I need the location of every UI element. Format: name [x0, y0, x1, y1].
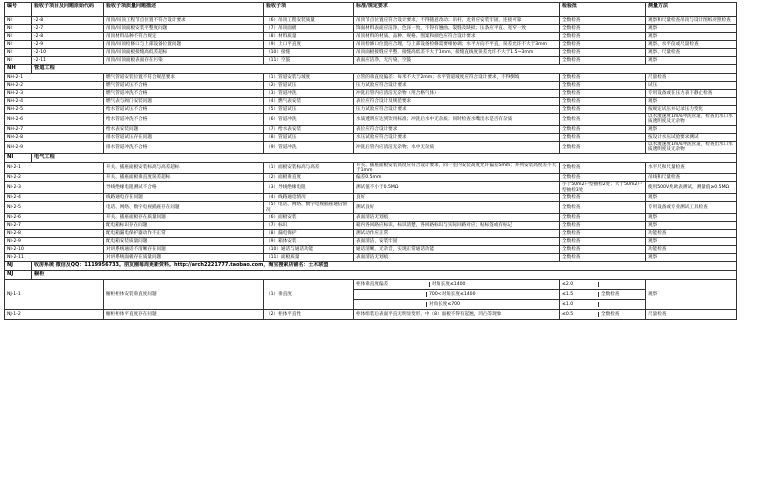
method-cell: 尺量检查 [646, 74, 737, 82]
item-cell: （7）吊顶面板 [264, 25, 354, 33]
method-cell: 水平尺和尺量检查 [646, 162, 737, 174]
issue-cell: 吊顶/吊顶面板安装平整度问题 [104, 25, 264, 33]
standard-cell: 表面清洁无划痕 [354, 254, 560, 262]
batch-cell: 全数检查 [560, 222, 646, 230]
table-row [5, 114, 737, 126]
header-cell: 标准/规定要求 [354, 3, 560, 17]
tier-value: ≤2.0 [560, 282, 599, 287]
tier-value: ≤1.5 [560, 292, 599, 297]
row-subcode: -2-8 [32, 33, 104, 41]
method-cell: 试压 [646, 82, 737, 90]
batch-cell: 全数检查 [560, 246, 646, 254]
section-title: 管道工程 [32, 65, 737, 74]
issue-cell: 燃气管道安装位置不符合规范要求 [104, 74, 264, 82]
standard-cell: 吊顶节点位置应符合设计要求，不得随意改动；吊杆、龙骨应安装牢固，连接可靠 [354, 17, 560, 25]
issue-cell: 导线绝缘电阻测试不合格 [104, 182, 264, 194]
batch-cell: 小于50m2户型抽检2处；大于50m2户型抽检3处 [560, 182, 646, 194]
tier-condition: 700<对角长度≤1400 [429, 291, 476, 297]
item-cell: （10）接缝 [264, 49, 354, 57]
standard-cell: 表位应符合设计及规范要求 [354, 98, 560, 106]
standard-cell: 吊顶检修口位置应合理，与上部设备检修需要相协调；水平方向不平直，误差允许不大于3mm [354, 41, 560, 49]
section-row [5, 65, 737, 74]
item-cell: （5）管道试压 [264, 106, 354, 114]
issue-cell: 燃气管道试压不合格 [104, 82, 264, 90]
batch-cell: 全数检查 [560, 125, 646, 133]
batch-cell: 全数检查 [560, 57, 646, 65]
table-row [5, 280, 737, 290]
item-cell: （2）面板垂直度 [264, 174, 354, 182]
item-cell: （9）箱体安装 [264, 238, 354, 246]
issue-cell: 给水管道冲洗不合格 [104, 114, 264, 126]
standard-cell: 表位应符合设计要求 [354, 125, 560, 133]
row-code: NI-2-4 [5, 194, 104, 202]
batch-cell: 全数检查 [560, 106, 646, 114]
batch-cell: 全数检查 [601, 311, 620, 317]
method-cell: 观察、水平仪或尺量检查 [646, 41, 737, 49]
item-cell: （9）上口平直度 [264, 41, 354, 49]
promo-code: NJ [5, 262, 32, 271]
batch-cell: 全数检查 [560, 174, 646, 182]
table-row [5, 202, 737, 214]
row-code: NH-2-1 [5, 74, 104, 82]
table-row [5, 49, 737, 57]
method-cell: 功能检查 [646, 246, 737, 254]
standard-cell: 表面应洁净，无污染、空鼓 [354, 57, 560, 65]
item-cell: （10）通话与通话功能 [264, 246, 354, 254]
table-row [5, 254, 737, 262]
batch-cell: 全数检查 [560, 162, 646, 174]
row-code: NI [5, 33, 32, 41]
method-cell: 观察 [646, 33, 737, 41]
issue-cell: 给水表安装问题 [104, 125, 264, 133]
item-cell: （7）给水表安装 [264, 125, 354, 133]
row-code: NI-2-10 [5, 246, 104, 254]
row-code: NI-2-3 [5, 182, 104, 194]
batch-cell: 全数检查 [560, 98, 646, 106]
tier-value-batch [560, 300, 646, 310]
tier-cell [354, 300, 560, 310]
acceptance-spreadsheet [0, 2, 760, 320]
standard-cell: 表面清洁，安装牢固 [354, 238, 560, 246]
standard-cell: 箱内各回路应标识，标识清楚，各回路标识与实际回路对应；贴标签或有标记 [354, 222, 560, 230]
table-row [5, 238, 737, 246]
standard-cell: 压力试验应符合设计要求 [354, 82, 560, 90]
standard-cell: 压力试验应符合设计要求 [354, 106, 560, 114]
header-row [5, 3, 737, 17]
method-cell: 观察 [646, 238, 737, 246]
method-cell: 观察 [646, 214, 737, 222]
row-code: NH-2-3 [5, 90, 104, 98]
table-row [5, 246, 737, 254]
standard-label: 柜体垂直度偏差 [354, 282, 430, 287]
standard-cell: 测试动作应正常 [354, 230, 560, 238]
table-row [5, 74, 737, 82]
method-cell: 专用设备或专业测试工具检查 [646, 202, 737, 214]
acceptance-table [4, 2, 737, 320]
standard-label-empty [354, 302, 427, 307]
item-cell: （6）吊顶工程安装质量 [264, 17, 354, 25]
item-cell: （1）面板安装标高与高差 [264, 162, 354, 174]
row-code: NI-2-2 [5, 174, 104, 182]
method-cell: 尺量检查 [646, 310, 737, 320]
method-cell: 观察 [646, 57, 737, 65]
table-row [5, 57, 737, 65]
item-cell: （8）材料质量 [264, 33, 354, 41]
section-row [5, 153, 737, 162]
method-cell: 按规定试压并记录压力变化 [646, 106, 737, 114]
table-row [5, 222, 737, 230]
tier-cell [354, 290, 560, 300]
row-code: NI-2-1 [5, 162, 104, 174]
issue-cell: 吊顶/吊顶面板表面存在污染 [104, 57, 264, 65]
table-row [5, 214, 737, 222]
batch-cell: 全数检查 [560, 202, 646, 214]
batch-cell: 全数检查 [560, 74, 646, 82]
issue-cell: 配电箱标识存在问题 [104, 222, 264, 230]
issue-cell: 配电箱安装质量问题 [104, 238, 264, 246]
issue-cell: 配电箱漏电保护器动作不正常 [104, 230, 264, 238]
table-row [5, 174, 737, 182]
method-cell: 以水流速度1m/s冲洗管道，检查出水口水质透明度及无杂物 [646, 141, 737, 153]
standard-cell: 通话清晰，无杂音，实现正常通话功能 [354, 246, 560, 254]
standard-cell: 开关、插座面板安装高度应符合设计要求，同一室内安装高度允许偏差5mm；并列安装高度差不大于1mm [354, 162, 560, 174]
row-code: NH-2-9 [5, 141, 104, 153]
row-code: NI [5, 49, 32, 57]
tier-value-batch [560, 280, 646, 290]
item-cell: （9）管道冲洗 [264, 141, 354, 153]
batch-cell: 全数检查 [560, 254, 646, 262]
row-code: NI [5, 41, 32, 49]
row-subcode: -2-11 [32, 57, 104, 65]
table-row [5, 33, 737, 41]
table-row [5, 98, 737, 106]
issue-cell: 排水管道试压存在问题 [104, 133, 264, 141]
method-cell: 观察 [646, 25, 737, 33]
section-code: NJ [5, 271, 32, 280]
row-code: NH-2-7 [5, 125, 104, 133]
tier-value-batch [560, 310, 646, 320]
issue-cell: 开关、插座面板安装标高与高差超标 [104, 162, 264, 174]
table-row [5, 90, 737, 98]
item-cell: （11）空鼓 [264, 57, 354, 65]
item-cell: （5）电话、网络、数字电视插座通信情况 [264, 202, 354, 214]
header-cell: 编号 [5, 3, 32, 17]
method-cell: 按设计水压试验要求测试 [646, 133, 737, 141]
method-cell: 以水流速度1m/s冲洗管道，检查出水口水质透明度及无杂物 [646, 114, 737, 126]
row-code: NH-2-4 [5, 98, 104, 106]
method-cell: 观察 [646, 194, 737, 202]
row-code: NH-2-5 [5, 106, 104, 114]
standard-cell: 冲洗后管内应清洁无杂物；水中无杂质 [354, 141, 560, 153]
batch-cell: 全数检查 [560, 194, 646, 202]
promo-text: 收房系统 微信及QQ：1119956733。朋友圈每周更新资料。http://arch2221777.taobao.com，淘宝搜索店铺名：土木联盟 [32, 262, 737, 271]
method-cell: 观察 [646, 125, 737, 133]
issue-cell: 吊顶材料品种不符合规定 [104, 33, 264, 41]
batch-cell: 全数检查 [560, 238, 646, 246]
row-code: NJ-1-1 [5, 280, 104, 310]
standard-cell: 冲洗后管内应清洁无杂物（用合格气体） [354, 90, 560, 98]
table-row [5, 141, 737, 153]
batch-cell: 全数检查 [560, 82, 646, 90]
tier-value: ≤1.0 [560, 302, 599, 307]
method-cell: 观察 [646, 254, 737, 262]
item-cell: （3）导线绝缘电阻 [264, 182, 354, 194]
standard-cell: 饰面材料表面应洁净，色泽一致，不得有翘曲、裂缝及缺损；压条应平直、宽窄一致 [354, 25, 560, 33]
tier-condition: 对角长度≤1400 [431, 281, 466, 287]
table-row [5, 230, 737, 238]
batch-cell: 全数检查 [560, 49, 646, 57]
standard-cell: 立管的垂直度偏差：每米不大于2mm；水平管道坡度应符合设计要求，不得倒坡 [354, 74, 560, 82]
item-cell: （2）柜体平直性 [264, 310, 354, 320]
table-row [5, 194, 737, 202]
item-cell: （6）管道冲洗 [264, 114, 354, 126]
table-row [5, 17, 737, 25]
standard-cell: 柜体组装后表面平直无明显变形，中（8）面板不得有起翘，凹凸等现象 [354, 310, 560, 320]
standard-cell: 表面清洁无划痕 [354, 214, 560, 222]
batch-cell: 全数检查 [601, 291, 620, 297]
table-row [5, 106, 737, 114]
row-subcode: -2-9 [32, 41, 104, 49]
issue-cell: 燃气管道冲洗不合格 [104, 90, 264, 98]
issue-cell: 给水管道试压不合格 [104, 106, 264, 114]
method-cell: 专用设备或在压力表下静止检查 [646, 90, 737, 98]
issue-cell: 对讲系统面板存在质量问题 [104, 254, 264, 262]
issue-cell: 开关、插座面板垂直度误差超标 [104, 174, 264, 182]
issue-cell: 吊顶/吊顶面板接缝高低差超标 [104, 49, 264, 57]
row-code: NI [5, 17, 32, 25]
method-cell: 观察、尺量检查 [646, 49, 737, 57]
header-cell: 验收子项目及问题原始代码 [32, 3, 104, 17]
standard-cell: 水压试验应符合设计要求 [354, 133, 560, 141]
issue-cell: 电话、网络、数字电视插座存在问题 [104, 202, 264, 214]
table-row [5, 82, 737, 90]
table-row [5, 133, 737, 141]
row-subcode: -2-7 [32, 25, 104, 33]
issue-cell: 吊顶/吊顶检修口与上部设备位置问题 [104, 41, 264, 49]
item-cell: （1）垂直度 [264, 280, 354, 310]
batch-cell: 全数检查 [560, 41, 646, 49]
table-row [5, 41, 737, 49]
promo-row [5, 262, 737, 271]
tier-value-batch [560, 290, 646, 300]
method-cell: 观察 [646, 98, 737, 106]
batch-cell: 全数检查 [560, 214, 646, 222]
standard-cell: 偏差0.5mm [354, 174, 560, 182]
row-code: NI-2-9 [5, 238, 104, 246]
row-code: NJ-1-2 [5, 310, 104, 320]
item-cell: （4）燃气表安装 [264, 98, 354, 106]
item-cell: （8）漏电保护 [264, 230, 354, 238]
batch-cell: 全数检查 [560, 25, 646, 33]
issue-cell: 开关、插座面板存在质量问题 [104, 214, 264, 222]
item-cell: （1）管道安装与坡度 [264, 74, 354, 82]
batch-cell: 全数检查 [560, 33, 646, 41]
table-row [5, 182, 737, 194]
item-cell: （4）线路通电情况 [264, 194, 354, 202]
tier-cell [354, 280, 560, 290]
row-code: NI-2-8 [5, 230, 104, 238]
issue-cell: 燃气表与阀门安装问题 [104, 98, 264, 106]
section-code: NH [5, 65, 32, 74]
row-code: NI [5, 57, 32, 65]
standard-cell: 测试良好 [354, 202, 560, 214]
batch-cell: 全数检查 [560, 17, 646, 25]
standard-cell: 吊顶面板接缝应平整，接缝高低差不大于1mm，接缝直线度误差允许不大于1.5~3mm [354, 49, 560, 57]
issue-cell: 排水管道冲洗不合格 [104, 141, 264, 153]
table-row [5, 125, 737, 133]
tier-condition: 对角长度≤700 [429, 301, 460, 307]
method-cell: 吊线和尺量检查 [646, 174, 737, 182]
batch-cell: 全数检查 [560, 114, 646, 126]
table-row [5, 25, 737, 33]
method-cell: 功能检查 [646, 230, 737, 238]
header-cell: 验收子项质量问题描述 [104, 3, 264, 17]
item-cell: （2）管道试压 [264, 82, 354, 90]
standard-cell: 良好 [354, 194, 560, 202]
row-code: NH-2-8 [5, 133, 104, 141]
row-code: NI-2-6 [5, 214, 104, 222]
section-row [5, 271, 737, 280]
row-code: NI-2-5 [5, 202, 104, 214]
tier-value: ≤0.5 [560, 312, 599, 317]
item-cell: （3）管道冲洗 [264, 90, 354, 98]
issue-cell: 橱柜柜体安装垂直度问题 [104, 280, 264, 310]
item-cell: （6）面板安装 [264, 214, 354, 222]
row-code: NI [5, 25, 32, 33]
table-row [5, 310, 737, 320]
issue-cell: 橱柜柜体平直度存在问题 [104, 310, 264, 320]
section-title: 橱柜 [32, 271, 737, 280]
method-cell: 观察 [646, 222, 737, 230]
batch-cell: 全数检查 [560, 90, 646, 98]
standard-cell: 吊顶材料的材质、品种、规格、图案和颜色应符合设计要求 [354, 33, 560, 41]
section-title: 电气工程 [32, 153, 737, 162]
method-cell: 观察 [646, 280, 737, 310]
standard-cell: 测试值不小于0.5MΩ [354, 182, 560, 194]
row-code: NH-2-2 [5, 82, 104, 90]
header-cell: 验收子项 [264, 3, 354, 17]
header-cell: 检验批 [560, 3, 646, 17]
method-cell: 观察和尺量检查吊顶与设计图纸对照检查 [646, 17, 737, 25]
table-row [5, 162, 737, 174]
method-cell: 使用500V兆欧表测试，测量值≥0.5MΩ [646, 182, 737, 194]
item-cell: （11）面板质量 [264, 254, 354, 262]
item-cell: （8）管道试压 [264, 133, 354, 141]
row-subcode: -2-8 [32, 17, 104, 25]
section-code: NI [5, 153, 32, 162]
header-cell: 测量方法 [646, 3, 737, 17]
batch-cell: 全数检查 [560, 141, 646, 153]
issue-cell: 吊顶/吊顶工程节点位置不符合设计要求 [104, 17, 264, 25]
issue-cell: 线路通电存在问题 [104, 194, 264, 202]
standard-cell: 水质透明应达到饮用标准；冲洗后水中无杂质；同时检查水嘴出水是否有杂质 [354, 114, 560, 126]
row-code: NI-2-7 [5, 222, 104, 230]
batch-cell: 全数检查 [560, 230, 646, 238]
standard-label-empty [354, 292, 427, 297]
row-code: NH-2-6 [5, 114, 104, 126]
row-code: NI-2-11 [5, 254, 104, 262]
batch-cell: 全数检查 [560, 133, 646, 141]
item-cell: （7）标识 [264, 222, 354, 230]
issue-cell: 对讲系统通话不清晰存在问题 [104, 246, 264, 254]
row-subcode: -2-10 [32, 49, 104, 57]
